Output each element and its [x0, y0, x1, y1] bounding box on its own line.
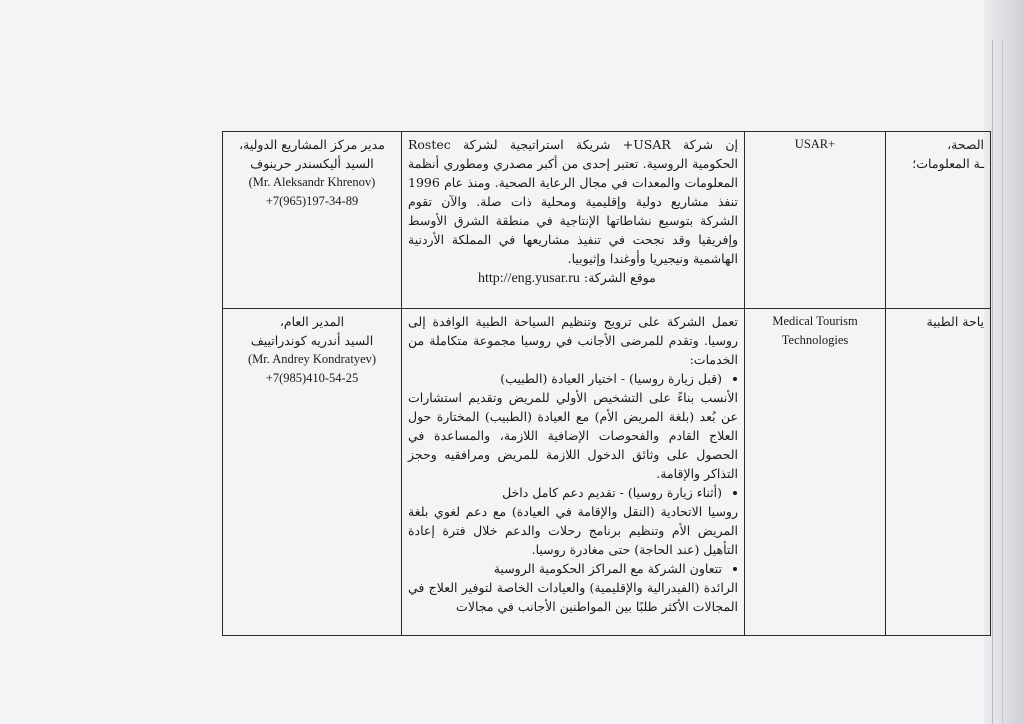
bullet-head: (قبل زيارة روسيا) - اختيار العيادة (الطبيب)	[500, 371, 722, 386]
list-item	[408, 559, 722, 578]
services-list	[408, 369, 738, 388]
list-item	[408, 369, 722, 388]
company-name: Medical Tourism Technologies	[772, 314, 858, 347]
contact-cell	[223, 132, 402, 309]
company-cell	[745, 132, 886, 309]
contact-name-ar: السيد أندريه كوندراتييف	[250, 333, 374, 348]
contact-phone: +7(985)410-54-25	[265, 371, 359, 385]
description-cell	[402, 309, 745, 636]
contact-phone: +7(965)197-34-89	[265, 194, 359, 208]
description-cell	[402, 132, 745, 309]
site-label: موقع الشركة:	[583, 270, 656, 285]
contact-title: المدير العام،	[279, 314, 345, 329]
page-edge-line	[992, 40, 993, 724]
contact-cell	[223, 309, 402, 636]
description-intro: تعمل الشركة على ترويج وتنظيم السياحة الطبية الوافدة إلى روسيا. وتقدم للمرضى الأجانب في روسيا مجموعة متكاملة من الخدمات:	[408, 314, 738, 367]
contact-name-en: (Mr. Andrey Kondratyev)	[247, 352, 377, 366]
site-url: http://eng.yusar.ru	[478, 271, 580, 286]
site-line	[408, 268, 738, 288]
company-cell	[745, 309, 886, 636]
bullet-body: روسيا الاتحادية (النقل والإقامة في العيادة) مع دعم لغوي بلغة المريض الأم وتنظيم برنامج رحلات والدعم خلال فترة إعادة التأهيل (عند الحاجة) حتى مغادرة روسيا.	[408, 504, 738, 557]
page-edge-line	[1002, 40, 1003, 724]
contact-name-ar: السيد أليكسندر حرينوف	[250, 156, 374, 171]
bullet-body: الأنسب بناءً على التشخيص الأولي للمريض وتقديم استشارات عن بُعد (بلغة المريض الأم) مع العيادة (الطبيب) المختارة حول العلاج القادم والفحوصات الإضافية اللازمة، والمساعدة في الحصول على وثائق الدخول اللازمة للمريض ومرافقيه وحجز التذاكر والإقامة.	[408, 390, 738, 481]
contact-name-en: (Mr. Aleksandr Khrenov)	[248, 175, 376, 189]
list-item	[408, 483, 722, 502]
contact-title: مدير مركز المشاريع الدولية،	[239, 137, 385, 152]
field-cell	[886, 309, 991, 636]
description-paragraph: إن شركة USAR+ شريكة استراتيجية لشركة Rostec الحكومية الروسية. تعتبر إحدى من أكبر مصدري ومطوري أنظمة المعلومات والمعدات في مجال الرعاية الصحية. ومنذ عام 1996 تنفذ مشاريع دولية وإقليمية ومحلية ذات صلة. والآن تقوم الشركة بتوسيع نشاطاتها الإنتاجية في منطقة الشرق الأوسط وإفريقيا وقد نجحت في تنفيذ مشاريعها في المملكة الأردنية الهاشمية ونيجيريا وأوغندا وإثيوبيا.	[408, 137, 738, 266]
company-table	[222, 131, 991, 636]
table-row	[223, 309, 991, 636]
field-line: ـة المعلومات؛	[912, 156, 984, 171]
bullet-head: تتعاون الشركة مع المراكز الحكومية الروسية	[493, 561, 722, 576]
field-line: الصحة،	[947, 137, 984, 152]
services-list	[408, 483, 738, 502]
bullet-body: الرائدة (الفيدرالية والإقليمية) والعيادات الخاصة لتوفير العلاج في المجالات الأكثر طلبًا بين المواطنين الأجانب في مجالات	[408, 580, 738, 614]
table-row	[223, 132, 991, 309]
field-line: ياحة الطبية	[926, 314, 984, 329]
field-cell	[886, 132, 991, 309]
company-name: USAR+	[794, 137, 836, 151]
services-list	[408, 559, 738, 578]
bullet-head: (أثناء زيارة روسيا) - تقديم دعم كامل داخل	[502, 485, 722, 500]
